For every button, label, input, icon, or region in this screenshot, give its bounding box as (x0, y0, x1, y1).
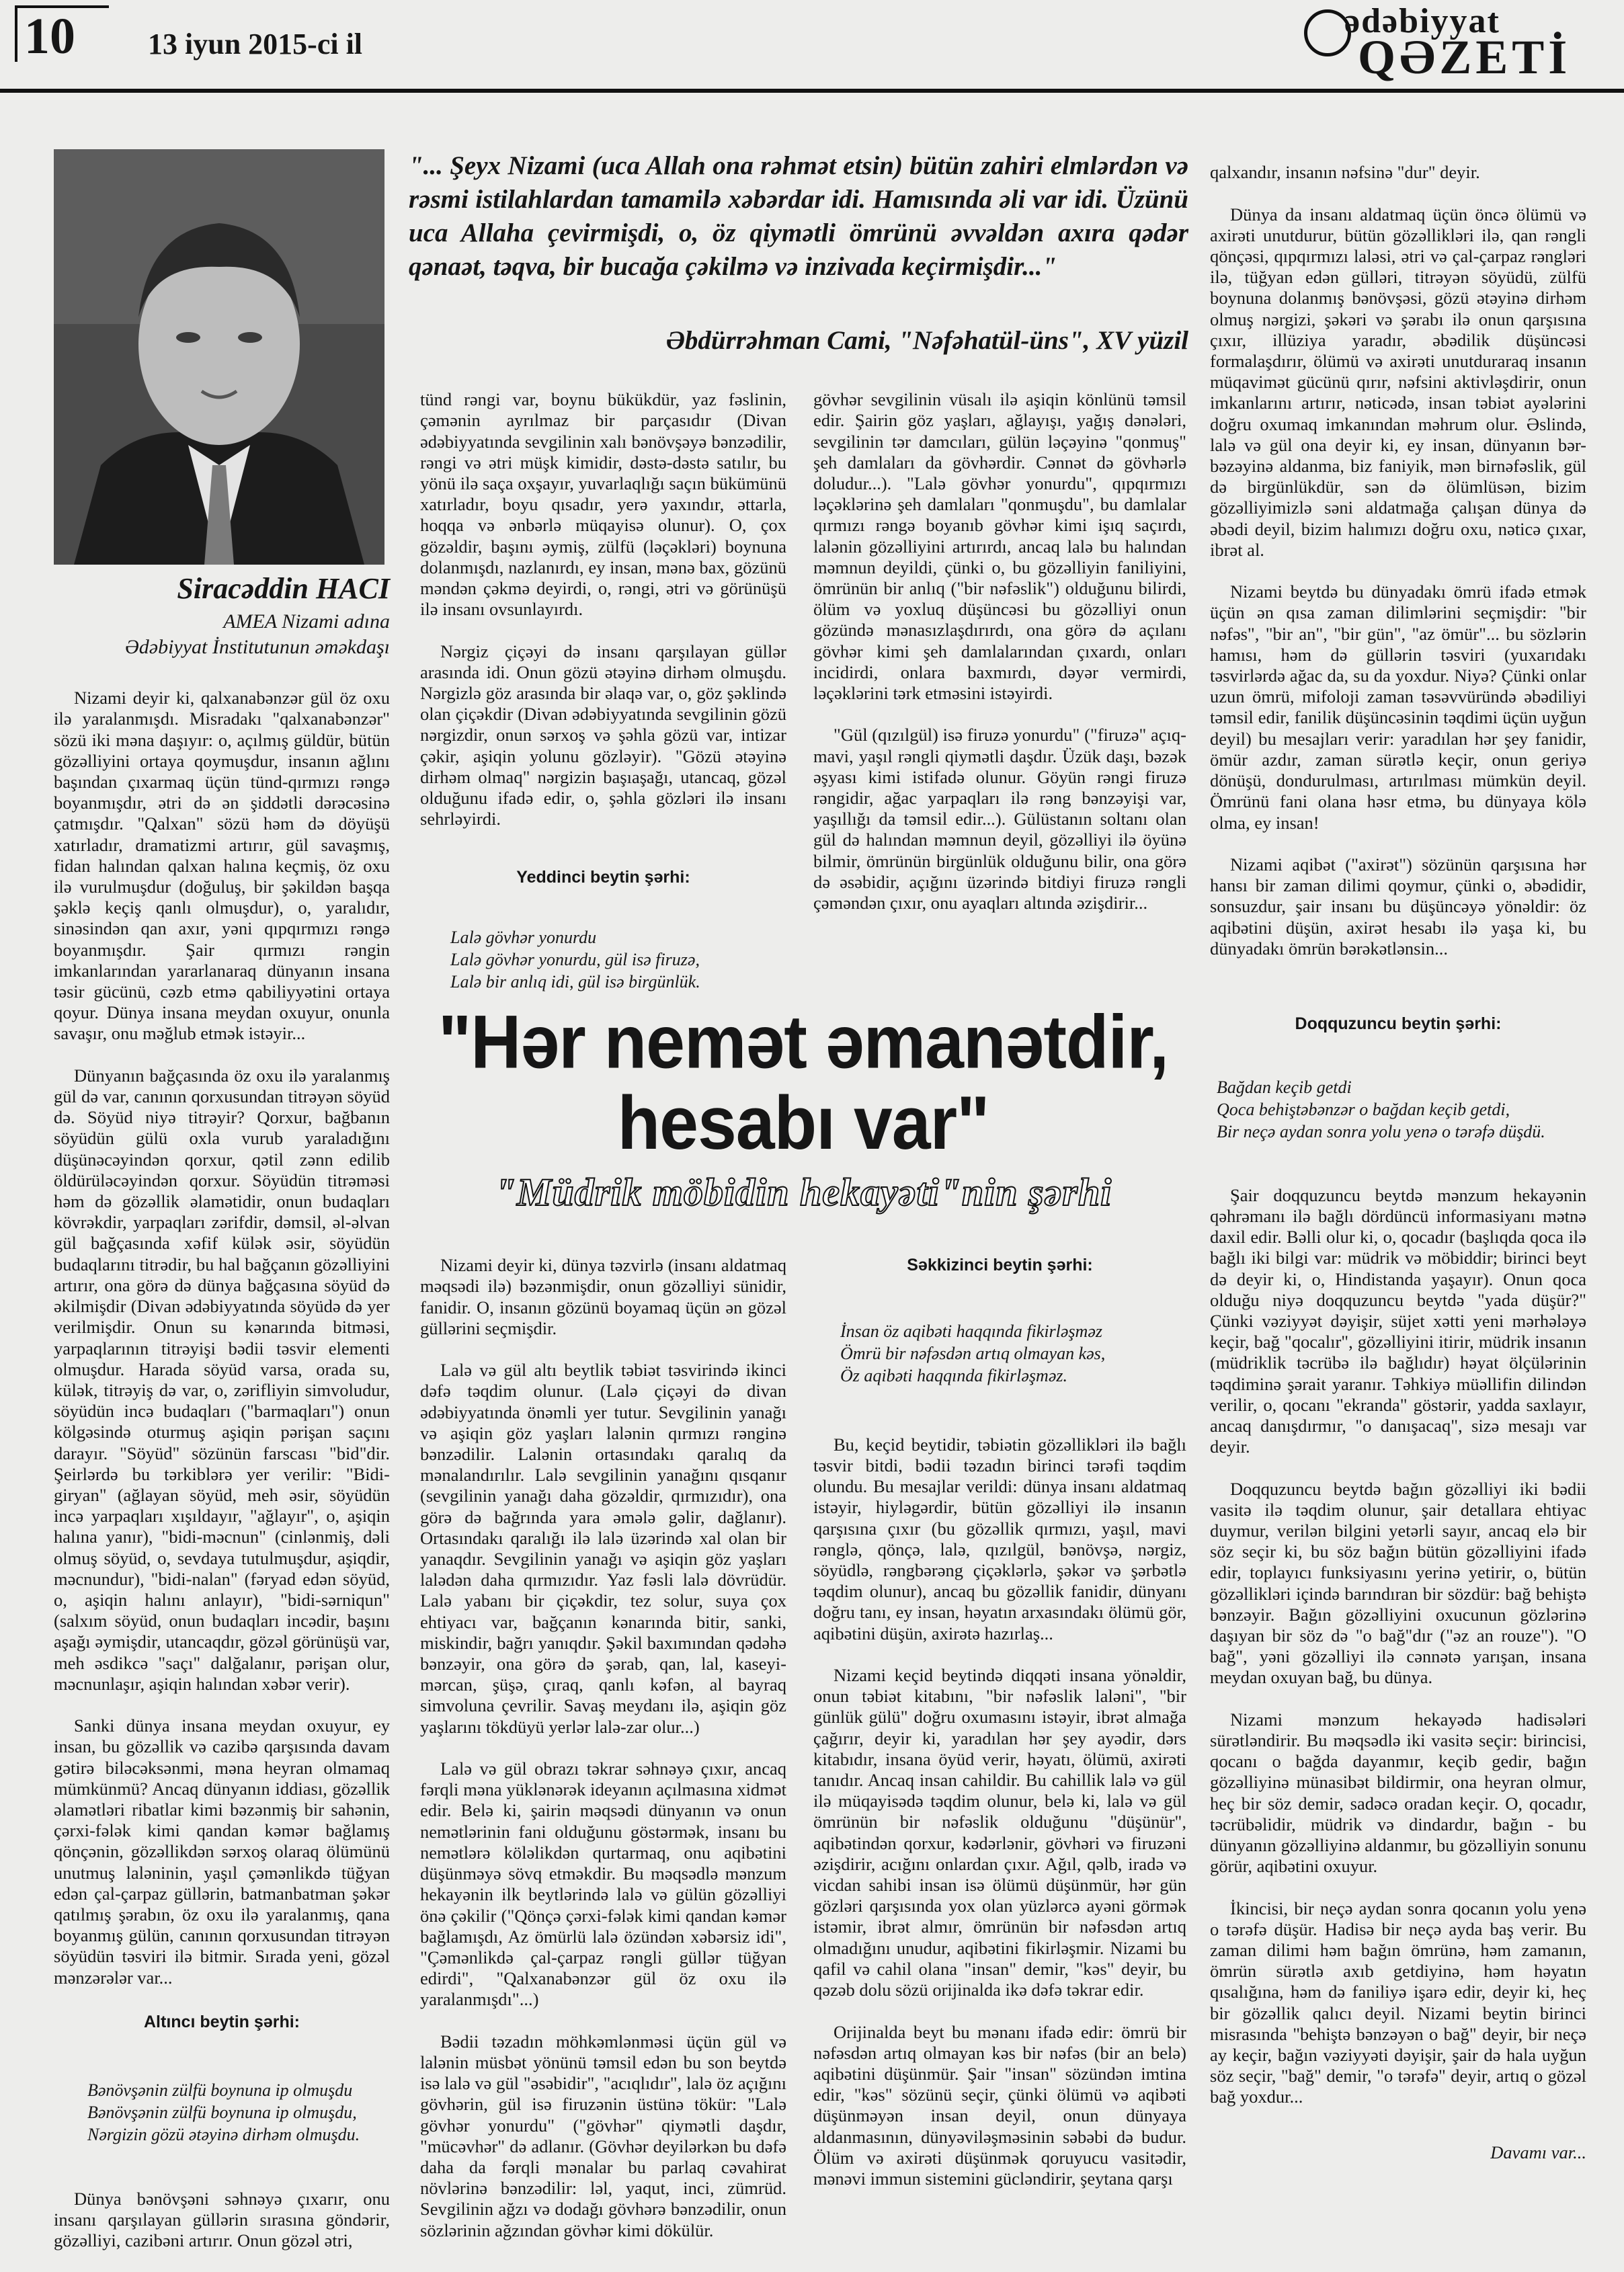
section-heading: Səkkizinci beytin şərhi: (907, 1256, 1093, 1275)
author-name: Siracəddin HACI (177, 572, 390, 605)
paragraph: Orijinalda beyt bu mənanı ifadə edir: ömrü bir nəfəsdən artıq olmayan kəs bir nəfəs (bir an belə) aqibətini düşünmür. Şair "insan" sözündən imtina edir, "kəs" sözünü seçir, çünki ölümü və aqibəti düşünməyən insan deyil, onun dünyaya aldanmasının, dünyəviləşməsinin səbəbi də budur. Ölüm və axirəti düşünmək qoruyucu vasitədir, mənəvi immun sistemini gücləndirir, şeytana qarşı (813, 2021, 1186, 2189)
column-2-top (420, 368, 786, 1014)
article-headline: "Hər nemət əmanətdir, hesabı var" (438, 1000, 1169, 1166)
paragraph: Lalə və gül altı beytlik təbiət təsvirində ikinci dəfə təqdim olunur. (Lalə çiçəyi də divan ədəbiyyatında önəmli yer tutur. Sevgilinin yanağı və aşiqin göz yaşları lalənin qırmızı rənginə bənzədilir. Lalənin ortasındakı qaralıq da mənalandırılır. Lalə sevgilinin yanağını qısqanır (sevgilinin yanağı daha gözəldir, qırmızıdır), ona görə də bağrında yara əmələ gəlir, dağlanır). Ortasındakı qaralığı ilə lalə üzərində xal olan bir yanaqdır. Sevgilinin yanağı və aşiqin göz yaşları lalədən daha qırmızıdır. Yaz fəsli lalə dövrüdür. Lalə yabanı bir çiçəkdir, tez solur, suya çox ehtiyacı var, bağçanın kənarında bitir, sanki, miskindir, bağrı yanıqdır. Şəkil baxımından qədəhə bənzəyir, ona görə də şərab, qan, lal, kaseyi-mərcan, şüşə, çıraq, qanlı kəfən, al bayraq simvoluna çevrilir. Savaş meydanı ilə, aşiqin göz yaşlarını tökdüyü yerlər lalə-zar olur...) (420, 1360, 786, 1737)
column-2-bottom (420, 1234, 786, 2262)
verse: İnsan öz aqibəti haqqında fikirləşməz Ömrü bir nəfəsdən artıq olmayan kəs, Öz aqibəti haqqında fikirləşməz. (840, 1321, 1106, 1385)
paragraph: Şair doqquzuncu beytdə mənzum hekayənin qəhrəmanı ilə bağlı dördüncü informasiyanı mətnə daxil edir. Bəlli olur ki, o, qocadır (başlıqda qoca ilə bağlı iki bilgi var: müdrik və möbiddir; birinci beyt də deyir ki, o, Hindistanda yaşayır). Onun qoca olduğu niyə doqquzuncu beytdə "yada düşür?" Çünki vəziyyət dəyişir, süjet xətti yeni mərhələyə keçir, bağ "qocalır", gözəlliyini itirir, müdrik insanın (müdriklik təcrübə ilə bağlıdır) həyat ölçülərinin təqdiminə şərait yaranır. Təhkiyə müəllifin dilindən verilir, o, qocanı "ekranda" göstərir, yadda saxlayır, ancaq danışdırmır, "o danışacaq", sizə mesajı var deyir. (1210, 1184, 1586, 1457)
paragraph: Nizami aqibət ("axirət") sözünün qarşısına hər hansı bir zaman dilimi qoymur, çünki o, əbədidir, sonsuzdur, şair insanı bu düşüncəyə yönəldir: öz aqibətini düşün, axirət hesabı ilə yaşa ki, bu dünyadakı ömrün bərəkətlənsin... (1210, 854, 1586, 959)
epigraph-source: Əbdürrəhman Cami, "Nəfəhatül-üns", XV yüzil (665, 326, 1188, 355)
section-heading: Yeddinci beytin şərhi: (516, 867, 690, 887)
paragraph: gövhər sevgilinin vüsalı ilə aşiqin könlünü təmsil edir. Şairin göz yaşları, ağlayışı, yağış dənələri, sevgilinin tər damcıları, gülün ləçəyinə "qonmuş" şeh damlaları da gövhərdir. Cənnət də gövhərlə doludur...). "Lalə gövhər yonurdu", qıpqırmızı ləçəklərinə şeh damlaları "qonmuşdu", bu damlalar qırmızı rəngə boyanıb gövhər kimi işıq saçırdı, lalənin gözəlliyini artırırdı, ancaq lalə bu halından məmnun deyildi, çünki o, bu gözəlliyin faniliyini, ömrünün bir anlıq ("bir nəfəslik") olduğunu bilirdi, ölüm və yoxluq düşüncəsi bu gözəlliyi onun gözündə mənasızlaşdırırdı, ona görə də açılanı gövhər kimi şeh damlalarından çıxardı, onları incidirdi, onlara baxmırdı, dəyər vermirdi, ləçəklərini tərk etməsini istəyirdi. (813, 389, 1186, 704)
paragraph: "Gül (qızılgül) isə firuzə yonurdu" ("firuzə" açıq-mavi, yaşıl rəngli qiymətli daşdır. Üzük daşı, bəzək əşyası kimi istifadə olunur. Göyün rəngi firuzə rəngidir, ağac yarpaqları ilə rəng bənzəyişi var, yaşıllığı da təmsil edir...). Gülüstanın soltanı olan gül də halından məmnun deyil, gözəlliyi ilə öyünə bilmir, ömrünün birgünlük olduğunu bilir, ona görə də əsəbidir, açığını üzərində bitdiyi firuzə rəngli çəməndən çıxır, onu ayaqları altında əzişdirir... (813, 725, 1186, 914)
column-1 (54, 667, 390, 2272)
paragraph: Bu, keçid beytidir, təbiətin gözəllikləri ilə bağlı təsvir bitdi, bədii təzadın birinci tərəfi təqdim olundu. Bu mesajlar verildi: dünya insanı aldatmaq istəyir, hiyləgərdir, bütün gözəlliyi ilə insanın qarşısına çıxır (bu gözəllik qırmızı, yaşıl, mavi rənglə, qönçə, lalə, qızılgül, bənövşə, nərgiz, söyüdlə, rəngbərəng çiçəklərlə, şəkər və şərbətlə təqdim olunur), ancaq bu gözəllik fanidir, dünyanı doğru tanı, ey insan, həyatın arxasındakı ölümü gör, aqibətini düşün, axirətə hazırlaş... (813, 1434, 1186, 1644)
paragraph: qalxandır, insanın nəfsinə "dur" deyir. (1210, 162, 1480, 183)
paragraph: Lalə və gül obrazı təkrar səhnəyə çıxır, ancaq fərqli məna yüklənərək ideyanın açılmasına xidmət edir. Belə ki, şairin məqsədi dünyanın və onun nemətlərinin fani olduğunu göstərmək, insanı bu nemətlərə köləlikdən qurtarmaq, onu aqibətini düşünməyə sövq etməkdir. Bu məqsədlə mənzum hekayənin ilk beytlərində lalə və gülün gözəlliyi önə çəkilir ("Qönçə çərxi-fələk kimi qandan kəmər bağlamışdı, Az ömürlü lalə özündən xəbərsiz idi", "Çəmənlikdə çal-çarpaz rəngli güllər tüğyan edirdi", "Qalxanabənzər gül öz oxu ilə yaralanmışdı"...) (420, 1758, 786, 2010)
paragraph: Sanki dünya insana meydan oxuyur, ey insan, bu gözəllik və cazibə qarşısında davam gətirə biləcəksənmi, məna heyran olmamaq mümkünmü? Ancaq dünyanın iddiası, gözəllik əlamətləri ribatlar kimi bəzənmiş bir sahənin, çərxi-fələk kimi qandan kəmər bağlamış qönçənin, gözəllikdən sərxoş olaraq ölümünü unutmuş laləninin, yaşıl çəmənlikdə tüğyan edən çal-çarpaz güllərin, batmanbatman şəkər qatılmış şərabın, öz oxu ilə yaralanmış, qana boyanmış gülün, canının qorxusundan titrəyən söyüdün təsviri ilə bitmir. Sırada yeni, gözəl mənzərələr var... (54, 1715, 390, 1988)
paragraph: Nizami mənzum hekayədə hadisələri sürətləndirir. Bu məqsədlə iki vasitə seçir: birincisi, qocanı o bağda dayanmır, keçib gedir, bağın gözəlliyinə münasibət bildirmir, ona heyran olmur, heç bir söz demir, sadəcə oradan keçir. O, qocadır, təcrübəlidir, müdrik və dindardır, bağın - bu dünyanın gözəlliyinə aldanmır, bu gözəlliyin sonunu görür, aqibətini oxuyur. (1210, 1709, 1586, 1877)
paragraph: Nizami keçid beytində diqqəti insana yönəldir, onun təbiət kitabını, "bir nəfəslik laləni", "bir günlük gülü" doğru oxumasını istəyir, ibrət almağa çağırır, deyir ki, yaradılan hər şey ayədir, dərs kitabıdır, insana öyüd verir, həyatı, ölümü, axirəti tanıdır. Ancaq insan cahildir. Bu cahillik lalə və gül ilə müqayisədə təqdim olunur, belə ki, lalə və gül ömrünün bir nəfəslik olduğunu "düşünür", aqibətindən qorxur, kədərlənir, gövhəri və firuzəni əzişdirir, acığını onlardan çıxır. Ağıl, qəlb, iradə və vicdan sahibi insan isə ölümü düşünmür, hər gün gözləri qarşısında yox olan yüzlərcə ayəni görmək istəmir, ibrət almır, ömrünün bir nəfəsdən artıq olmadığını unudur, aqibətini fikirləşmir. Nizami bu qafil və cahil olana "insan" demir, "kəs" deyir, bu qəzəb dolu sözü orijinalda ikə dəfə təkrar edir. (813, 1665, 1186, 2000)
paragraph: Nərgiz çiçəyi də insanı qarşılayan güllər arasında idi. Onun gözü ətəyinə dirhəm olmuşdu. Nərgizlə göz arasında bir əlaqə var, o, göz şəklində olan çiçəkdir (Divan ədəbiyyatında sevgilinin gözü nərgizdir, onun sərxoş və şəhla gözü var, intizar çəkir, aşiqin yolunu gözləyir). "Gözü ətəyinə dirhəm olmaq" nərgizin başıaşağı, utancaq, gözəl olduğunu ifadə edir, o, şəhla gözləri ilə insanı sehrləyirdi. (420, 641, 786, 829)
section-heading: Doqquzuncu beytin şərhi: (1295, 1014, 1502, 1034)
verse: Lalə gövhər yonurdu Lalə gövhər yonurdu, gül isə firuzə, Lalə bir anlıq idi, gül isə birgünlük. (450, 928, 700, 992)
author-affiliation-institute: Ədəbiyyat İnstitutunun əməkdaşı (124, 636, 390, 658)
article-subheadline: "Müdrik möbidin hekayəti"nin şərhi (494, 1170, 1112, 1214)
column-4 (1210, 141, 1586, 2184)
section-heading: Altıncı beytin şərhi: (144, 2013, 300, 2031)
column-3-top (813, 368, 1186, 934)
epigraph-quote: "... Şeyx Nizami (uca Allah ona rəhmət etsin) bütün zahiri elmlərdən və rəsmi istilahlardan tamamilə xəbərdar idi. Hamısında əli var idi. Üzünü uca Allaha çevirmişdi, o, öz qiymətli ömrünü əvvəldən axıra qədər qənaət, təqva, bir bucağa çəkilmə və inzivada keçirmişdir..." (409, 151, 1188, 281)
author-affiliation: AMEA Nizami adına (223, 610, 390, 633)
paragraph: Dünyanın bağçasında öz oxu ilə yaralanmış gül də var, canının qorxusundan titrəyən söyüd də. Söyüd niyə titrəyir? Qorxur, bağbanın söyüdün gülü oxla vurub yaraladığını düşünəcəyindən qorxur, qətil zənn edilib öldürüləcəyindən qorxur. Söyüdün titrəməsi həm də gözəllik əlamətidir, onun budaqları kövrəkdir, yarpaqları zərifdir, dəmsil, əl-əlvan gül bağçasında xəfif külək əsir, söyüdün budaqlarını titrədir, bu hal bağçanın gözəlliyini artırır, ona görə də dünya bağçasına söyüd də əkilmişdir (Divan ədəbiyyatında söyüdə də yer verilmişdir. Onun su kənarında bitməsi, yarpaqlarının titrəyişi bədii təsvir elementi olmuşdur. Harada söyüd varsa, orada su, külək, titrəyiş də var, o, zərifliyin simvoludur, söyüdün incə budaqları ("barmaqları") onun kölgəsində oturmuş aşiqin pərişan saçını darayır. "Söyüd" sözünün farscası "bid"dir. Şeirlərdə bu tərkiblərə yer verilir: "Bidi-giryan" (ağlayan söyüd, meh əsir, söyüdün incə yarpaqları xışıldayır, "ağlayır", o, aşiqin halına yanır), "bidi-məcnun" (cinlənmiş, dəli olmuş söyüd, o, sevdaya tutulmuşdur, aşiqdir, məcnundur), "bidi-nalan" (fəryad edən söyüd, o, aşiqin halını anlayır), "bidi-sərniqun" (salxım söyüd, onun budaqları incədir, başını aşağı əymişdir, utancaqdır, gözəl görünüşü var, meh əsdikcə "saçı" dalğalanır, pərişan olur, məcnunlaşır, aşiqin halından xəbər verir). (54, 1065, 390, 1694)
paragraph: Doqquzuncu beytdə bağın gözəlliyi iki bədii vasitə ilə təqdim olunur, şair detallara ehtiyac duymur, verilən bilgini yetərli sayır, ancaq elə bir söz seçir ki, bu söz bağın bütün gözəlliyini ifadə edir, toplayıcı funksiyasını yerinə yetirir, o, bütün gözəllikləri içində barındıran bir sözdür: bağ behiştə bənzəyir. Bağın gözəlliyini oxucunun gözlərinə daşıyan bir söz də "o bağ"dır ("əz an rouze"). "O bağ", yəni gözəlliyi ilə cənnətə yarışan, insana meydan oxuyan bağ, bu dünya. (1210, 1478, 1586, 1688)
paragraph: İkincisi, bir neçə aydan sonra qocanın yolu yenə o tərəfə düşür. Hadisə bir neçə ayda baş verir. Bu zaman dilimi həm bağın ömrünə, həm zamanın, ömrün sürətlə axıb getdiyinə, həm həyatın qısalığına, həm də faniliyə işarə edir, deyir ki, heç bir gözəllik qalıcı deyil. Nizami beytin birinci misrasında "behiştə bənzəyən o bağ" deyir, bir neçə ay keçir, bağın vəziyyəti dəyişir, şair də hala uyğun söz seçir, "bağ" demir, "o tərəfə" deyir, artıq o gözəl bağ yoxdur... (1210, 1898, 1586, 2107)
logo-text-top: ədəbiyyat (1344, 2, 1500, 40)
logo-text-bottom: QƏZETİ (1358, 30, 1572, 84)
verse: Bağdan keçib getdi Qoca behiştəbənzər o bağdan keçib getdi, Bir neçə aydan sonra yolu yenə o tərəfə düşdü. (1217, 1077, 1545, 1141)
issue-date: 13 iyun 2015-ci il (148, 28, 363, 60)
column-3-bottom (813, 1234, 1186, 2210)
paragraph: Dünya da insanı aldatmaq üçün öncə ölümü və axirəti unutdurur, bütün gözəllikləri ilə, qan rəngli qönçəsi, qıpqırmızı laləsi, ətri və çal-çarpaz rəngləri ilə, tüğyan edən gülləri, titrəyən söyüdü, zülfü boynuna dolanmış bənövşəsi, gözü ətəyinə dirhəm olmuş nərgizi, şəkəri və şərabı ilə onun qarşısına çıxır, illüziya yaradır, əbədilik düşüncəsi formalaşdırır, ölümü və axirəti unutduraraq insanın müqavimət gücünü qırır, nəfsini aktivləşdirir, onun imkanlarını artırır, nəticədə, insan təbiət ayələrini doğru oxumaq imkanından məhrum olur. Əslində, lalə və gül ona deyir ki, ey insan, dünyanın bər-bəzəyinə aldanma, biz faniyik, mən birnəfəslik, gül də birgünlükdür, sən də ölümlüsən, bizim gözəlliyimizlə səni aldatmağa çalışan dünya də əbədi deyil, bizim halımızı doğru oxu, nəticə çıxar, ibrət al. (1210, 204, 1586, 560)
paragraph: Bədii təzadın möhkəmlənməsi üçün gül və lalənin müsbət yönünü təmsil edən bu son beytdə isə lalə və gül "əsəbidir", "acıqlıdır", lalə öz açığını gövhərin, gül isə firuzənin üstünə tökür: "Lalə gövhər yonurdu" ("gövhər" qiymətli daşdır, "mücəvhər" də adlanır. (Gövhər deyilərkən bu dəfə daha da fərqli mənalar bu parlaq cəvahirat növlərinə bənzədilir: ləl, yaqut, inci, zümrüd. Sevgilinin ağzı və dodağı gövhərə bənzədilir, onun sözlərinin ağzından gövhər kimi dökülür. (420, 2031, 786, 2240)
header-rule (0, 89, 1624, 93)
paragraph: tünd rəngi var, boynu bükükdür, yaz fəslinin, çəmənin ayrılmaz bir parçasıdır (Divan ədəbiyyatında sevgilinin xalı bənövşəyə bənzədilir, rəngi və ətri müşk kimidir, dəstə-dəstə satılır, bu yönü ilə saça oxşayır, yuvarlaqlığı saçın bükümünü xatırladır, boyu qısadır, yerə yaxındır, əttarla, hoqqa və ənbərlə müqayisə olunur). O, çox gözəldir, başını əymiş, zülfü (ləçəkləri) boynuna dolanmışdı, nazlanırdı, ey insan, mənə bax, gözünü məndən çəkmə deyirdi, o, rəngi, ətri və görünüşü ilə insanı ovsunlayırdı. (420, 389, 786, 620)
continued-note: Davamı var... (1490, 2142, 1586, 2162)
newspaper-logo (1304, 1, 1600, 84)
paragraph: Nizami beytdə bu dünyadakı ömrü ifadə etmək üçün ən qısa zaman dilimlərini seçmişdir: "bir nəfəs", "bir an", "bir gün", "az ömür"... bu sözlərin hamısı, həm də güllərin təsviri (yuxarıdakı təsvirlərdə ağac da, su da yoxdur. Niyə? Çünki onlar uzun ömrü, mifoloji zaman təsəvvüründə əbədiliyi təmsil edir, fanilik düşüncəsinin təqdimi üçün uyğun deyil) bu mesajları verir: yaradılan hər şey fanidir, ömür azdır, zaman sürətlə keçir, onun geriyə dönüşü, dondurulması, artırılması mümkün deyil. Ömrünü fani olana həsr etmə, bu dünyaya kölə olma, ey insan! (1210, 581, 1586, 833)
paragraph: Nizami deyir ki, qalxanabənzər gül öz oxu ilə yaralanmışdı. Misradakı "qalxanabənzər" sözü iki məna daşıyır: o, açılmış güldür, bütün gözəlliyini ortaya qoymuşdur, insanın ağlını başından çıxarmaq üçün tünd-qırmızı rəngə boyanmışdır, ətri də ən şiddətli dərəcəsinə çatmışdır. "Qalxan" sözü həm də döyüşü xatırladır, dramatizmi artırır, gül savaşmış, fidan halından qalxan halına keçmiş, öz oxu ilə vurulmuşdur (doğuluş, bir şəkildən başqa şəklə keçiş qanlı olmuşdur), o, yaralıdır, sinəsindən qan axır, yəni qıpqırmızı rəngə boyanmışdır. Şair qırmızı rəngin imkanlarından yararlanaraq dünyanın insana təsir gücünü, cəzb etmə qabiliyyətini ortaya qoyur. Dünya insana meydan oxuyur, onunla savaşır, onu məğlub etmək istəyir... (54, 688, 390, 1044)
paragraph: Dünya bənövşəni səhnəyə çıxarır, onu insanı qarşılayan güllərin sırasına göndərir, gözəlliyi, cazibəni artırır. Onun gözəl ətri, (54, 2188, 390, 2251)
verse: Bənövşənin zülfü boynuna ip olmuşdu Bənövşənin zülfü boynuna ip olmuşdu, Nərgizin gözü ətəyinə dirhəm olmuşdu. (87, 2080, 360, 2145)
paragraph: Nizami deyir ki, dünya təzvirlə (insanı aldatmaq məqsədi ilə) bəzənmişdir, onun gözəlliyi sünidir, fanidir. O, insanın gözünü boyamaq üçün ən gözəl güllərini seçmişdir. (420, 1255, 786, 1338)
page-number: 10 (15, 5, 109, 62)
author-photo (54, 149, 384, 565)
